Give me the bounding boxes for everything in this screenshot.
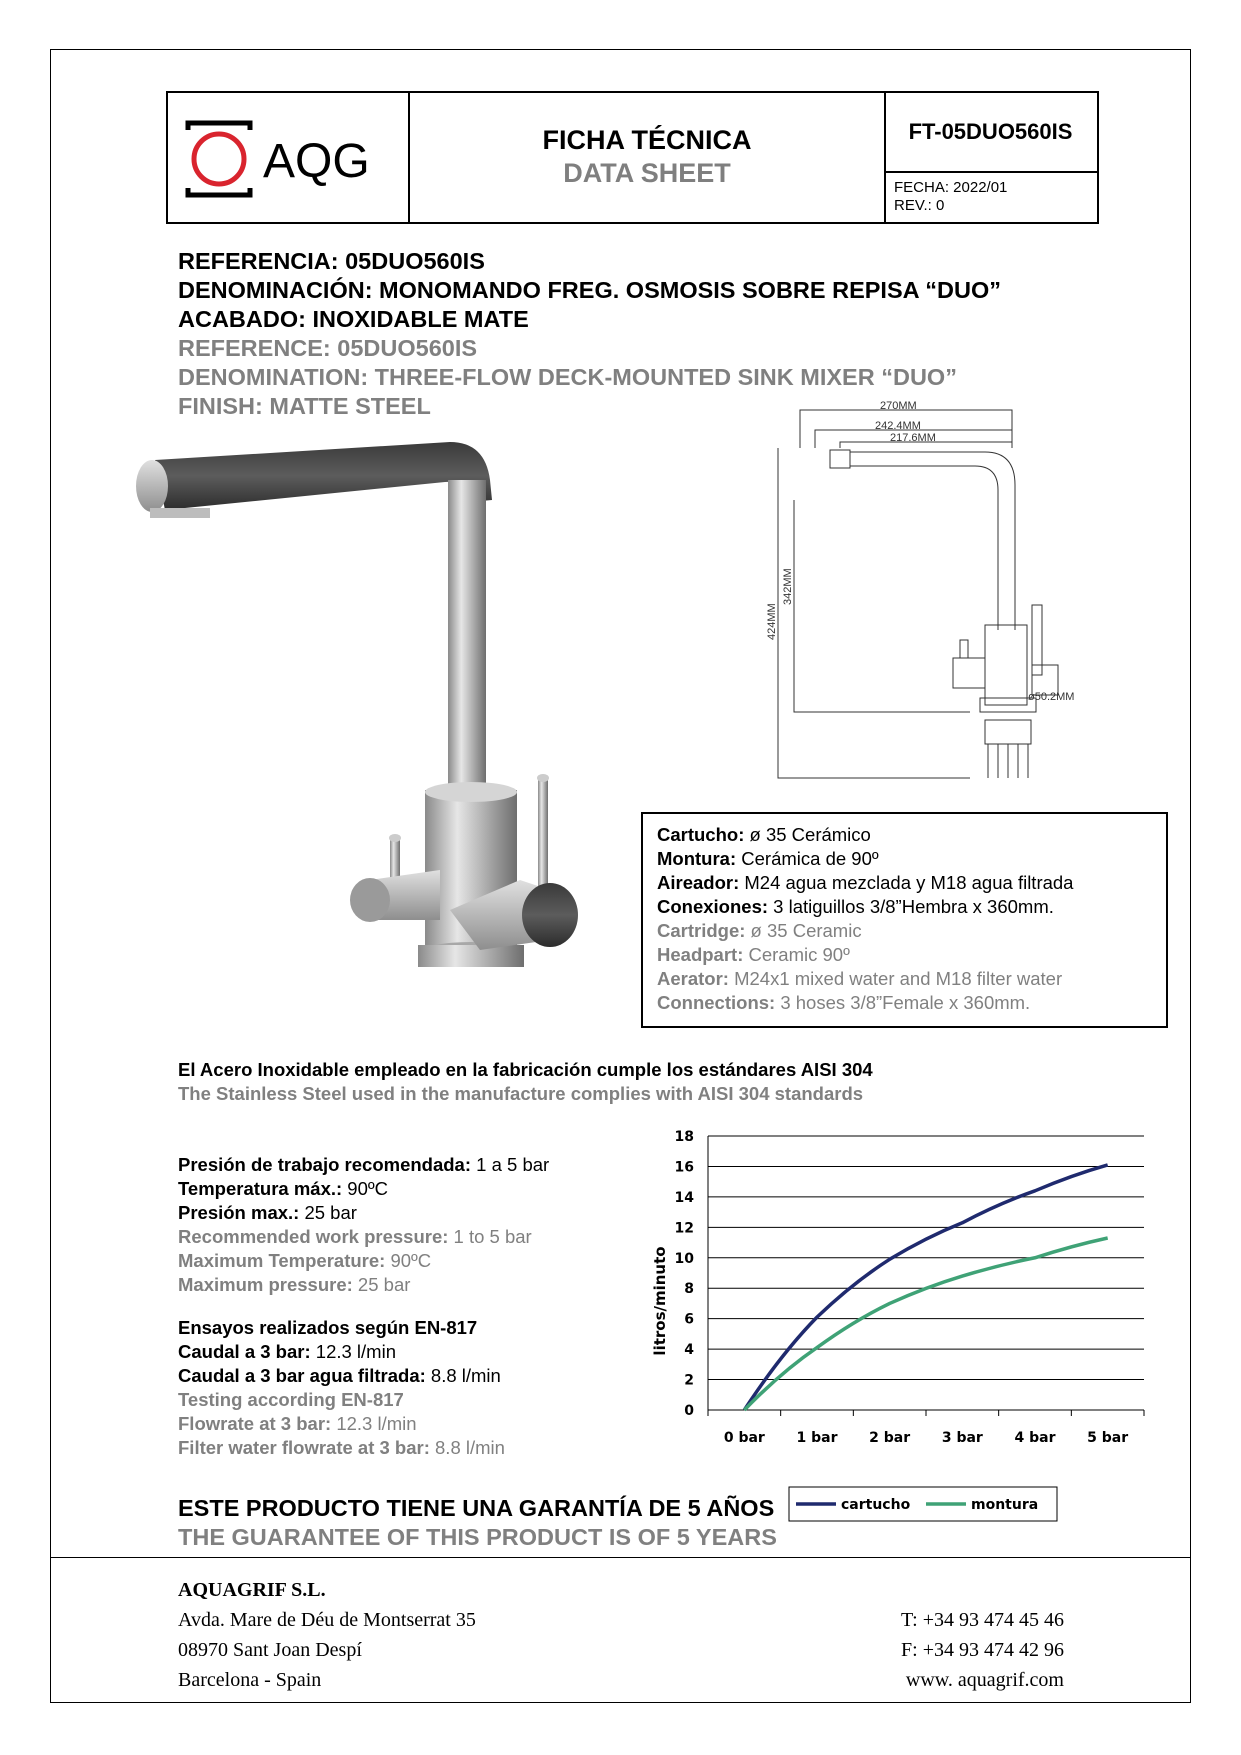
y-tick-label: 14 (674, 1189, 694, 1206)
document-code: FT-05DUO560IS (884, 93, 1097, 173)
faucet-image (120, 440, 590, 1020)
company-contact (901, 1605, 1064, 1695)
chart-series (744, 1165, 1108, 1410)
header-title (410, 93, 886, 222)
pressure-label: Temperatura máx.: (178, 1178, 343, 1199)
x-tick-label: 2 bar (869, 1430, 911, 1446)
footer-divider (50, 1557, 1191, 1558)
dim-diameter: ø50.2MM (1028, 691, 1075, 703)
spec-value: M24 agua mezclada y M18 agua filtrada (739, 872, 1074, 893)
finish-en: FINISH: MATTE STEEL (178, 393, 431, 419)
y-tick-label: 6 (684, 1311, 694, 1328)
header-meta (884, 93, 1097, 222)
y-axis-label: litros/minuto (651, 1246, 669, 1356)
dim-342: 342MM (782, 568, 794, 605)
test-value: 8.8 l/min (429, 1437, 505, 1458)
test-value: 12.3 l/min (331, 1413, 417, 1434)
dim-424: 424MM (766, 603, 778, 640)
spec-label: Aireador: (657, 872, 740, 893)
legend-label: cartucho (841, 1497, 911, 1513)
chart-grid (708, 1136, 1144, 1416)
title-en: DATA SHEET (563, 158, 731, 188)
pressure-value: 25 bar (352, 1274, 411, 1295)
finish-es: ACABADO: INOXIDABLE MATE (178, 306, 529, 332)
tests-heading: Ensayos realizados según EN-817 (178, 1317, 478, 1338)
x-tick-label: 3 bar (941, 1430, 983, 1446)
logo (168, 93, 410, 222)
company-name: AQUAGRIF S.L. (178, 1579, 326, 1601)
spec-label: Headpart: (657, 944, 744, 965)
dim-217: 217.6MM (890, 432, 936, 444)
address-line: Avda. Mare de Déu de Montserrat 35 (178, 1609, 476, 1631)
aisi-es: El Acero Inoxidable empleado en la fabricación cumple los estándares AISI 304 (178, 1059, 873, 1080)
spec-label: Cartucho: (657, 824, 745, 845)
y-ticks (675, 1129, 695, 1419)
dim-270: 270MM (880, 400, 917, 412)
logo-text: AQG (263, 135, 370, 188)
test-label: Caudal a 3 bar agua filtrada: (178, 1365, 426, 1386)
pressure-value: 1 a 5 bar (471, 1154, 550, 1175)
spec-label: Conexiones: (657, 896, 769, 917)
pressure-value: 90ºC (385, 1250, 432, 1271)
pressure-block (178, 1153, 549, 1460)
spec-value: 3 hoses 3/8”Female x 360mm. (775, 992, 1031, 1013)
spec-label: Montura: (657, 848, 737, 869)
test-label: Caudal a 3 bar: (178, 1341, 311, 1362)
x-tick-label: 1 bar (796, 1430, 838, 1446)
spec-value: ø 35 Cerámico (744, 824, 871, 845)
address-line: 08970 Sant Joan Despí (178, 1639, 362, 1661)
pressure-label: Presión de trabajo recomendada: (178, 1154, 472, 1175)
flow-chart (636, 1128, 1156, 1538)
pressure-label: Recommended work pressure: (178, 1226, 449, 1247)
aisi-en: The Stainless Steel used in the manufacture complies with AISI 304 standards (178, 1083, 864, 1104)
spec-label: Connections: (657, 992, 776, 1013)
y-tick-label: 2 (684, 1372, 694, 1389)
technical-drawing (766, 400, 1090, 780)
spec-value: M24x1 mixed water and M18 filter water (728, 968, 1063, 989)
y-tick-label: 10 (674, 1250, 694, 1267)
guarantee-es: ESTE PRODUCTO TIENE UNA GARANTÍA DE 5 AÑOS (178, 1495, 775, 1521)
aqg-logo (168, 93, 408, 222)
series-line-montura (744, 1238, 1107, 1410)
reference-block (178, 247, 1001, 421)
test-label: Flowrate at 3 bar: (178, 1413, 332, 1434)
denomination-en: DENOMINATION: THREE-FLOW DECK-MOUNTED SINK MIXER “DUO” (178, 364, 957, 390)
y-tick-label: 8 (684, 1281, 694, 1298)
x-ticks (724, 1430, 1128, 1446)
dim-242: 242.4MM (875, 420, 921, 432)
guarantee-block (178, 1494, 777, 1552)
y-tick-label: 12 (674, 1220, 694, 1237)
pressure-value: 90ºC (342, 1178, 389, 1199)
y-tick-label: 18 (674, 1129, 694, 1145)
pressure-label: Maximum Temperature: (178, 1250, 386, 1271)
spec-label: Cartridge: (657, 920, 746, 941)
guarantee-en: THE GUARANTEE OF THIS PRODUCT IS OF 5 YEARS (178, 1524, 777, 1550)
x-tick-label: 5 bar (1087, 1430, 1129, 1446)
reference-en: REFERENCE: 05DUO560IS (178, 335, 478, 361)
pressure-label: Maximum pressure: (178, 1274, 353, 1295)
y-tick-label: 4 (684, 1342, 694, 1359)
aisi-note (178, 1058, 873, 1106)
pressure-label: Presión max.: (178, 1202, 300, 1223)
address-line: Barcelona - Spain (178, 1669, 322, 1691)
test-value: 12.3 l/min (310, 1341, 396, 1362)
spec-label: Aerator: (657, 968, 729, 989)
pressure-value: 25 bar (299, 1202, 357, 1223)
company-address (178, 1575, 476, 1695)
legend-label: montura (971, 1497, 1039, 1513)
tests-heading-en: Testing according EN-817 (178, 1389, 404, 1410)
header-table (166, 91, 1099, 224)
test-label: Filter water flowrate at 3 bar: (178, 1437, 430, 1458)
y-tick-label: 0 (684, 1403, 694, 1419)
spec-value: 3 latiguillos 3/8”Hembra x 360mm. (768, 896, 1054, 917)
chart-legend (789, 1487, 1057, 1521)
fax: F: +34 93 474 42 96 (901, 1639, 1064, 1661)
spec-value: Ceramic 90º (743, 944, 850, 965)
document-revision: REV.: 0 (894, 197, 945, 214)
website-link[interactable]: www. aquagrif.com (905, 1669, 1064, 1691)
x-tick-label: 4 bar (1014, 1430, 1056, 1446)
document-date: FECHA: 2022/01 (894, 179, 1008, 196)
test-value: 8.8 l/min (425, 1365, 501, 1386)
title-es: FICHA TÉCNICA (542, 125, 752, 155)
pressure-value: 1 to 5 bar (448, 1226, 532, 1247)
x-tick-label: 0 bar (723, 1430, 765, 1446)
phone: T: +34 93 474 45 46 (900, 1609, 1064, 1631)
spec-value: ø 35 Ceramic (745, 920, 862, 941)
y-tick-label: 16 (674, 1159, 694, 1176)
specs-box (641, 812, 1168, 1028)
denomination-es: DENOMINACIÓN: MONOMANDO FREG. OSMOSIS SOBRE REPISA “DUO” (178, 277, 1001, 303)
spec-value: Cerámica de 90º (736, 848, 879, 869)
reference-es: REFERENCIA: 05DUO560IS (178, 248, 485, 274)
